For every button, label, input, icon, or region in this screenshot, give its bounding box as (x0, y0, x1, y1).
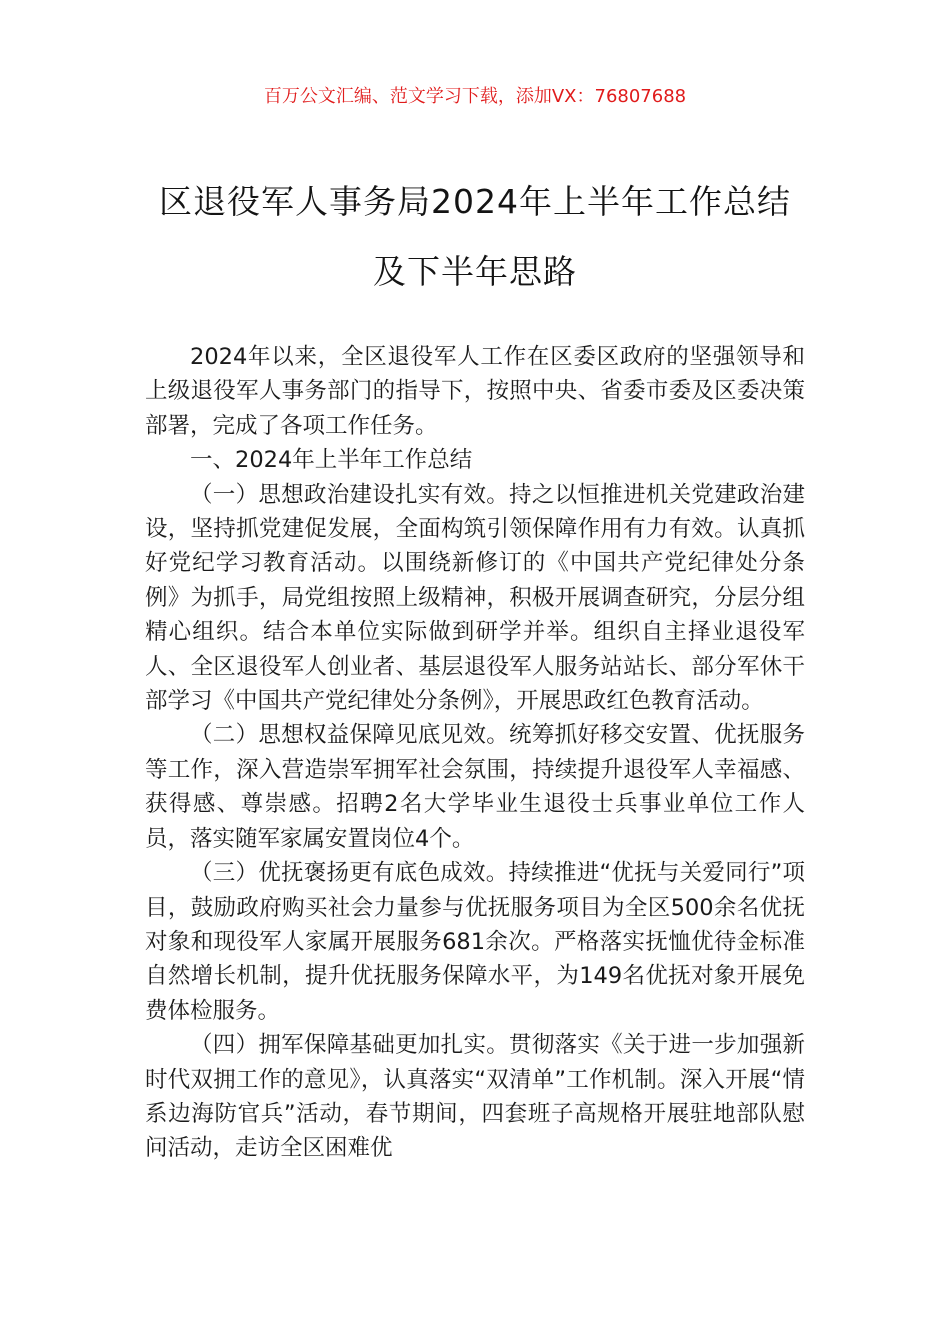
document-title-line-2: 及下半年思路 (373, 252, 577, 291)
header-watermark-note: 百万公文汇编、范文学习下载，添加VX：76807688 (263, 86, 687, 107)
section-heading-1: 一、2024年上半年工作总结 (190, 447, 473, 474)
paragraph-1: （一）思想政治建设扎实有效。持之以恒推进机关党建政治建设，坚持抓党建促发展，全面构筑引领保障作用有力有效。认真抓好党纪学习教育活动。以围绕新修订的《中国共产党纪律处分条例》为抓手，局党组按照上级精神，积极开展调查研究，分层分组精心组织。结合本单位实际做到研学并举。组织自主择业退役军人、全区退役军人创业者、基层退役军人服务站站长、部分军休干部学习《中国共产党纪律处分条例》，开展思政红色教育活动。 (145, 481, 805, 715)
document-body (145, 340, 805, 1166)
paragraph-4: （四）拥军保障基础更加扎实。贯彻落实《关于进一步加强新时代双拥工作的意见》，认真落实“双清单”工作机制。深入开展“情系边海防官兵”活动，春节期间，四套班子高规格开展驻地部队慰问活动，走访全区困难优 (145, 1032, 805, 1162)
paragraph-2: （二）思想权益保障见底见效。统筹抓好移交安置、优抚服务等工作，深入营造崇军拥军社会氛围，持续提升退役军人幸福感、获得感、尊崇感。招聘2名大学毕业生退役士兵事业单位工作人员，落实随军家属安置岗位4个。 (145, 722, 805, 852)
paragraph-3: （三）优抚褒扬更有底色成效。持续推进“优抚与关爱同行”项目，鼓励政府购买社会力量参与优抚服务项目为全区500余名优抚对象和现役军人家属开展服务681余次。严格落实抚恤优待金标准自然增长机制，提升优抚服务保障水平，为149名优抚对象开展免费体检服务。 (145, 860, 805, 1024)
document-title-line-1: 区退役军人事务局2024年上半年工作总结 (159, 182, 791, 221)
intro-paragraph: 2024年以来，全区退役军人工作在区委区政府的坚强领导和上级退役军人事务部门的指导下，按照中央、省委市委及区委决策部署，完成了各项工作任务。 (145, 344, 805, 439)
